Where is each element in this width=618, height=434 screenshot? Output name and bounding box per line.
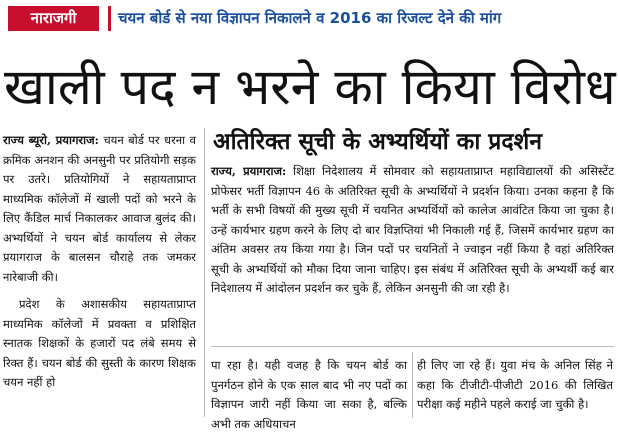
main-headline: खाली पद न भरने का किया विरोध — [4, 58, 616, 116]
left-paragraph-1 — [3, 131, 196, 287]
secondary-byline: राज्य, प्रयागराज: — [211, 164, 287, 178]
left-byline: राज्य ब्यूरो, प्रयागराज: — [3, 133, 99, 147]
column-divider — [204, 128, 205, 417]
topic-tag: नाराजगी — [8, 6, 99, 31]
topic-banner — [0, 0, 618, 38]
section-divider — [211, 346, 614, 347]
left-paragraph-1-text: चयन बोर्ड पर धरना व क्रमिक अनशन की अनसुनी पर प्रतियोगी सड़क पर उतरे। प्रतियोगियों ने सहायताप्राप्त माध्यमिक कॉलेजों में खाली पदों को भरने के लिए कैंडिल मार्च निकालकर आवाज बुलंद की। अभ्यर्थियों ने चयन बोर्ड कार्यालय से लेकर प्रयागराज के बालसन चौराहे तक जमकर नारेबाजी की। — [3, 133, 196, 284]
secondary-headline: अतिरिक्त सूची के अभ्यर्थियों का प्रदर्शन — [213, 129, 543, 155]
bottom-column-divider — [412, 352, 413, 418]
secondary-article-body — [211, 162, 614, 340]
tag-separator — [108, 6, 111, 31]
secondary-article-text: शिक्षा निदेशालय में सोमवार को सहायताप्राप्त महाविद्यालयों की असिस्टेंट प्रोफेसर भर्ती विज्ञापन 46 के अतिरिक्त सूची के अभ्यर्थियों ने प्रदर्शन किया। उनका कहना है कि भर्ती के सभी विषयों की मुख्य सूची में चयनित अभ्यर्थियों को कालेज आवंटित किया जा चुका है। उन्हें कार्यभार ग्रहण करने के लिए दो बार विज्ञप्तियां भी निकाली गई हैं, जिसमें कार्यभार ग्रहण का अंतिम अवसर तय किया गया है। जिन पदों पर चयनितों ने ज्वाइन नहीं किया है वहां अतिरिक्त सूची के अभ्यर्थियों को मौका दिया जाना चाहिए। इस संबंध में अतिरिक्त सूची के अभ्यर्थी कई बार निदेशालय में आंदोलन प्रदर्शन कर चुके हैं, लेकिन अनसुनी की जा रही है। — [211, 164, 614, 295]
left-paragraph-2: प्रदेश के अशासकीय सहायताप्राप्त माध्यमिक कॉलेजों में प्रवक्ता व प्रशिक्षित स्नातक शिक्षकों के हजारों पद लंबे समय से रिक्त हैं। चयन बोर्ड की सुस्ती के कारण शिक्षक चयन नहीं हो — [3, 297, 196, 389]
banner-subheadline: चयन बोर्ड से नया विज्ञापन निकालने व 2016 का रिजल्ट देने की मांग — [118, 9, 502, 27]
continuation-column-1: पा रहा है। यही वजह है कि चयन बोर्ड का पुनर्गठन होने के एक साल बाद भी नए पदों का विज्ञापन जारी नहीं किया जा सका है, बल्कि अभी तक अधियाचन — [211, 358, 407, 431]
left-article-column — [3, 131, 196, 416]
continuation-column-2: ही लिए जा रहे हैं। युवा मंच के अनिल सिंह ने कहा कि टीजीटी-पीजीटी 2016 की लिखित परीक्षा कई महीने पहले कराई जा चुकी है। — [417, 358, 613, 411]
